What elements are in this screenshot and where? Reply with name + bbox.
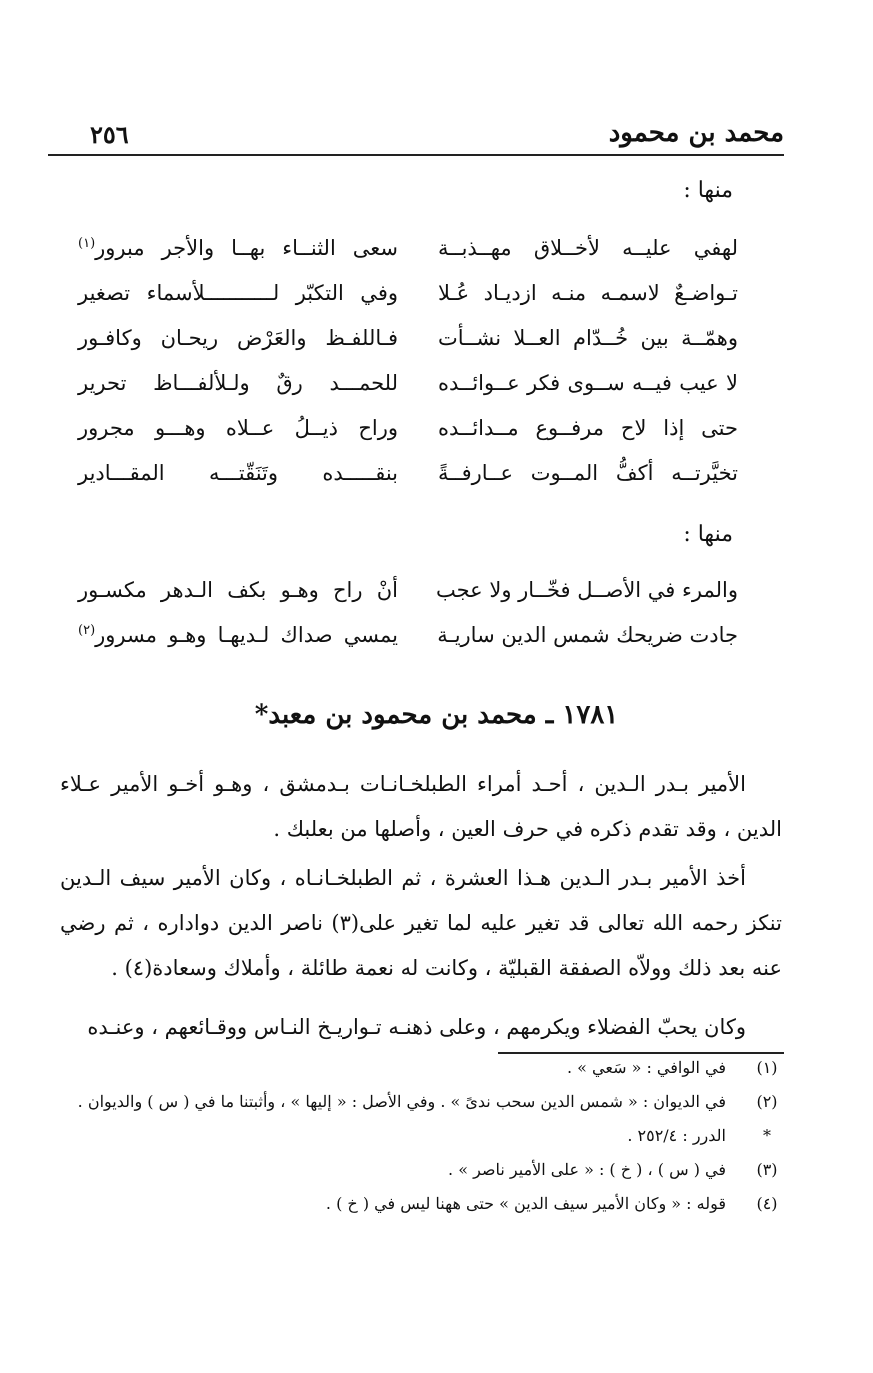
verse-text: يمسي صداك لـديهـا وهـو مسرور <box>95 623 398 647</box>
footnote-text: قوله : « وكان الأمير سيف الدين » حتى ههنا ليس في ( خ ) . <box>325 1194 726 1213</box>
poem-block-1 <box>78 236 738 506</box>
section-label: منها : <box>683 522 733 547</box>
body-paragraph: الأمير بـدر الـدين ، أحـد أمراء الطبلخـانـات بـدمشق ، وهـو أخـو الأمير عـلاء الدين ، وقد تقدم ذكره في حرف العين ، وأصلها من بعلبك . <box>60 772 782 841</box>
verse-line <box>78 326 738 371</box>
footnote-ref: (١) <box>78 236 96 251</box>
body-paragraph: أخذ الأمير بـدر الـدين هـذا العشرة ، ثم الطبلخـانـاه ، وكان الأمير سيف الـدين تنكز رحمه الله تعالى قد تغير عليه لما تغير على(٣) ناصر الدين دواداره ، ثم رضي عنه بعد ذلك وولاّه الصفقة القبليّة ، وكانت له نعمة طائلة ، وأملاك وسعادة(٤) . <box>60 866 782 980</box>
footnotes <box>60 1058 782 1228</box>
verse-first-hemistich: لا عيب فيــه ســوى فكر عــوائــده <box>438 371 738 395</box>
verse-line <box>78 281 738 326</box>
verse-second-hemistich: وراح ذيــلُ عــلاه وهـــو مجرور <box>78 416 398 440</box>
page-header <box>48 118 784 154</box>
footnote-item <box>60 1160 782 1194</box>
footnote-item <box>60 1126 782 1160</box>
footnote-mark: (٤) <box>756 1194 778 1213</box>
poem-block-2 <box>78 578 738 668</box>
verse-second-hemistich: بنقـــــده وتَنَقّتـــه المقـــادير <box>78 461 398 485</box>
verse-second-hemistich: للحمـــد رقٌ ولـلألفـــاظ تحرير <box>78 371 398 395</box>
header-rule <box>48 154 784 156</box>
footnote-item <box>60 1058 782 1092</box>
verse-line <box>78 416 738 461</box>
body-paragraph: وكان يحبّ الفضلاء ويكرمهم ، وعلى ذهنـه تـواريـخ النـاس ووقـائعهم ، وعنـده <box>87 1015 746 1039</box>
entry-heading: ١٧٨١ ـ محمد بن محمود بن معبد* <box>254 700 619 730</box>
verse-second-hemistich <box>78 623 398 647</box>
verse-line <box>78 623 738 668</box>
footnote-text: في ( س ) ، ( خ ) : « على الأمير ناصر » . <box>448 1160 726 1179</box>
verse-first-hemistich: لهفي عليــه لأخــلاق مهــذبــة <box>438 236 738 260</box>
footnote-text: في الوافي : « سَعي » . <box>566 1058 726 1077</box>
verse-second-hemistich: وفي التكبّر لـــــــــــلأسماء تصغير <box>78 281 398 305</box>
verse-first-hemistich: وهمّــة بين خُــدّام العــلا نشــأت <box>438 326 738 350</box>
verse-second-hemistich: فـاللفـظ والعَرْض ريحـان وكافـور <box>78 326 398 350</box>
running-title: محمد بن محمود <box>608 118 784 148</box>
verse-first-hemistich: تـواضـعٌ لاسمـه منـه ازديـاد عُـلا <box>438 281 738 305</box>
footnote-mark: (٢) <box>756 1092 778 1111</box>
verse-text: سعى الثنــاء بهــا والأجر مبرور <box>95 236 398 260</box>
page-number: ٢٥٦ <box>90 120 129 149</box>
verse-line <box>78 578 738 623</box>
verse-line <box>78 461 738 506</box>
footnote-mark: * <box>763 1126 771 1145</box>
verse-line <box>78 371 738 416</box>
verse-first-hemistich: والمرء في الأصــل فخّــار ولا عجب <box>435 578 738 602</box>
verse-line <box>78 236 738 281</box>
footnote-item <box>60 1194 782 1228</box>
verse-second-hemistich <box>78 236 398 260</box>
footnote-item <box>60 1092 782 1126</box>
footnote-mark: (٣) <box>756 1160 778 1179</box>
footnote-mark: (١) <box>756 1058 778 1077</box>
verse-second-hemistich: أنْ راح وهـو بكف الـدهر مكسـور <box>78 578 398 602</box>
footnote-ref: (٢) <box>78 623 96 638</box>
section-label: منها : <box>683 178 733 203</box>
verse-first-hemistich: جادت ضريحك شمس الدين ساريـة <box>437 623 738 647</box>
verse-first-hemistich: تخيَّرتــه أكفُّ المــوت عــارفــةً <box>438 461 738 485</box>
footnote-text: في الديوان : « شمس الدين سحب ندىً » . وفي الأصل : « إليها » ، وأثبتنا ما في ( س ) والديوان . <box>77 1092 726 1111</box>
footnote-text: الدرر : ٢٥٢/٤ . <box>627 1126 726 1145</box>
verse-first-hemistich: حتى إذا لاح مرفــوع مــدائــده <box>438 416 738 440</box>
footnote-rule <box>498 1052 784 1054</box>
